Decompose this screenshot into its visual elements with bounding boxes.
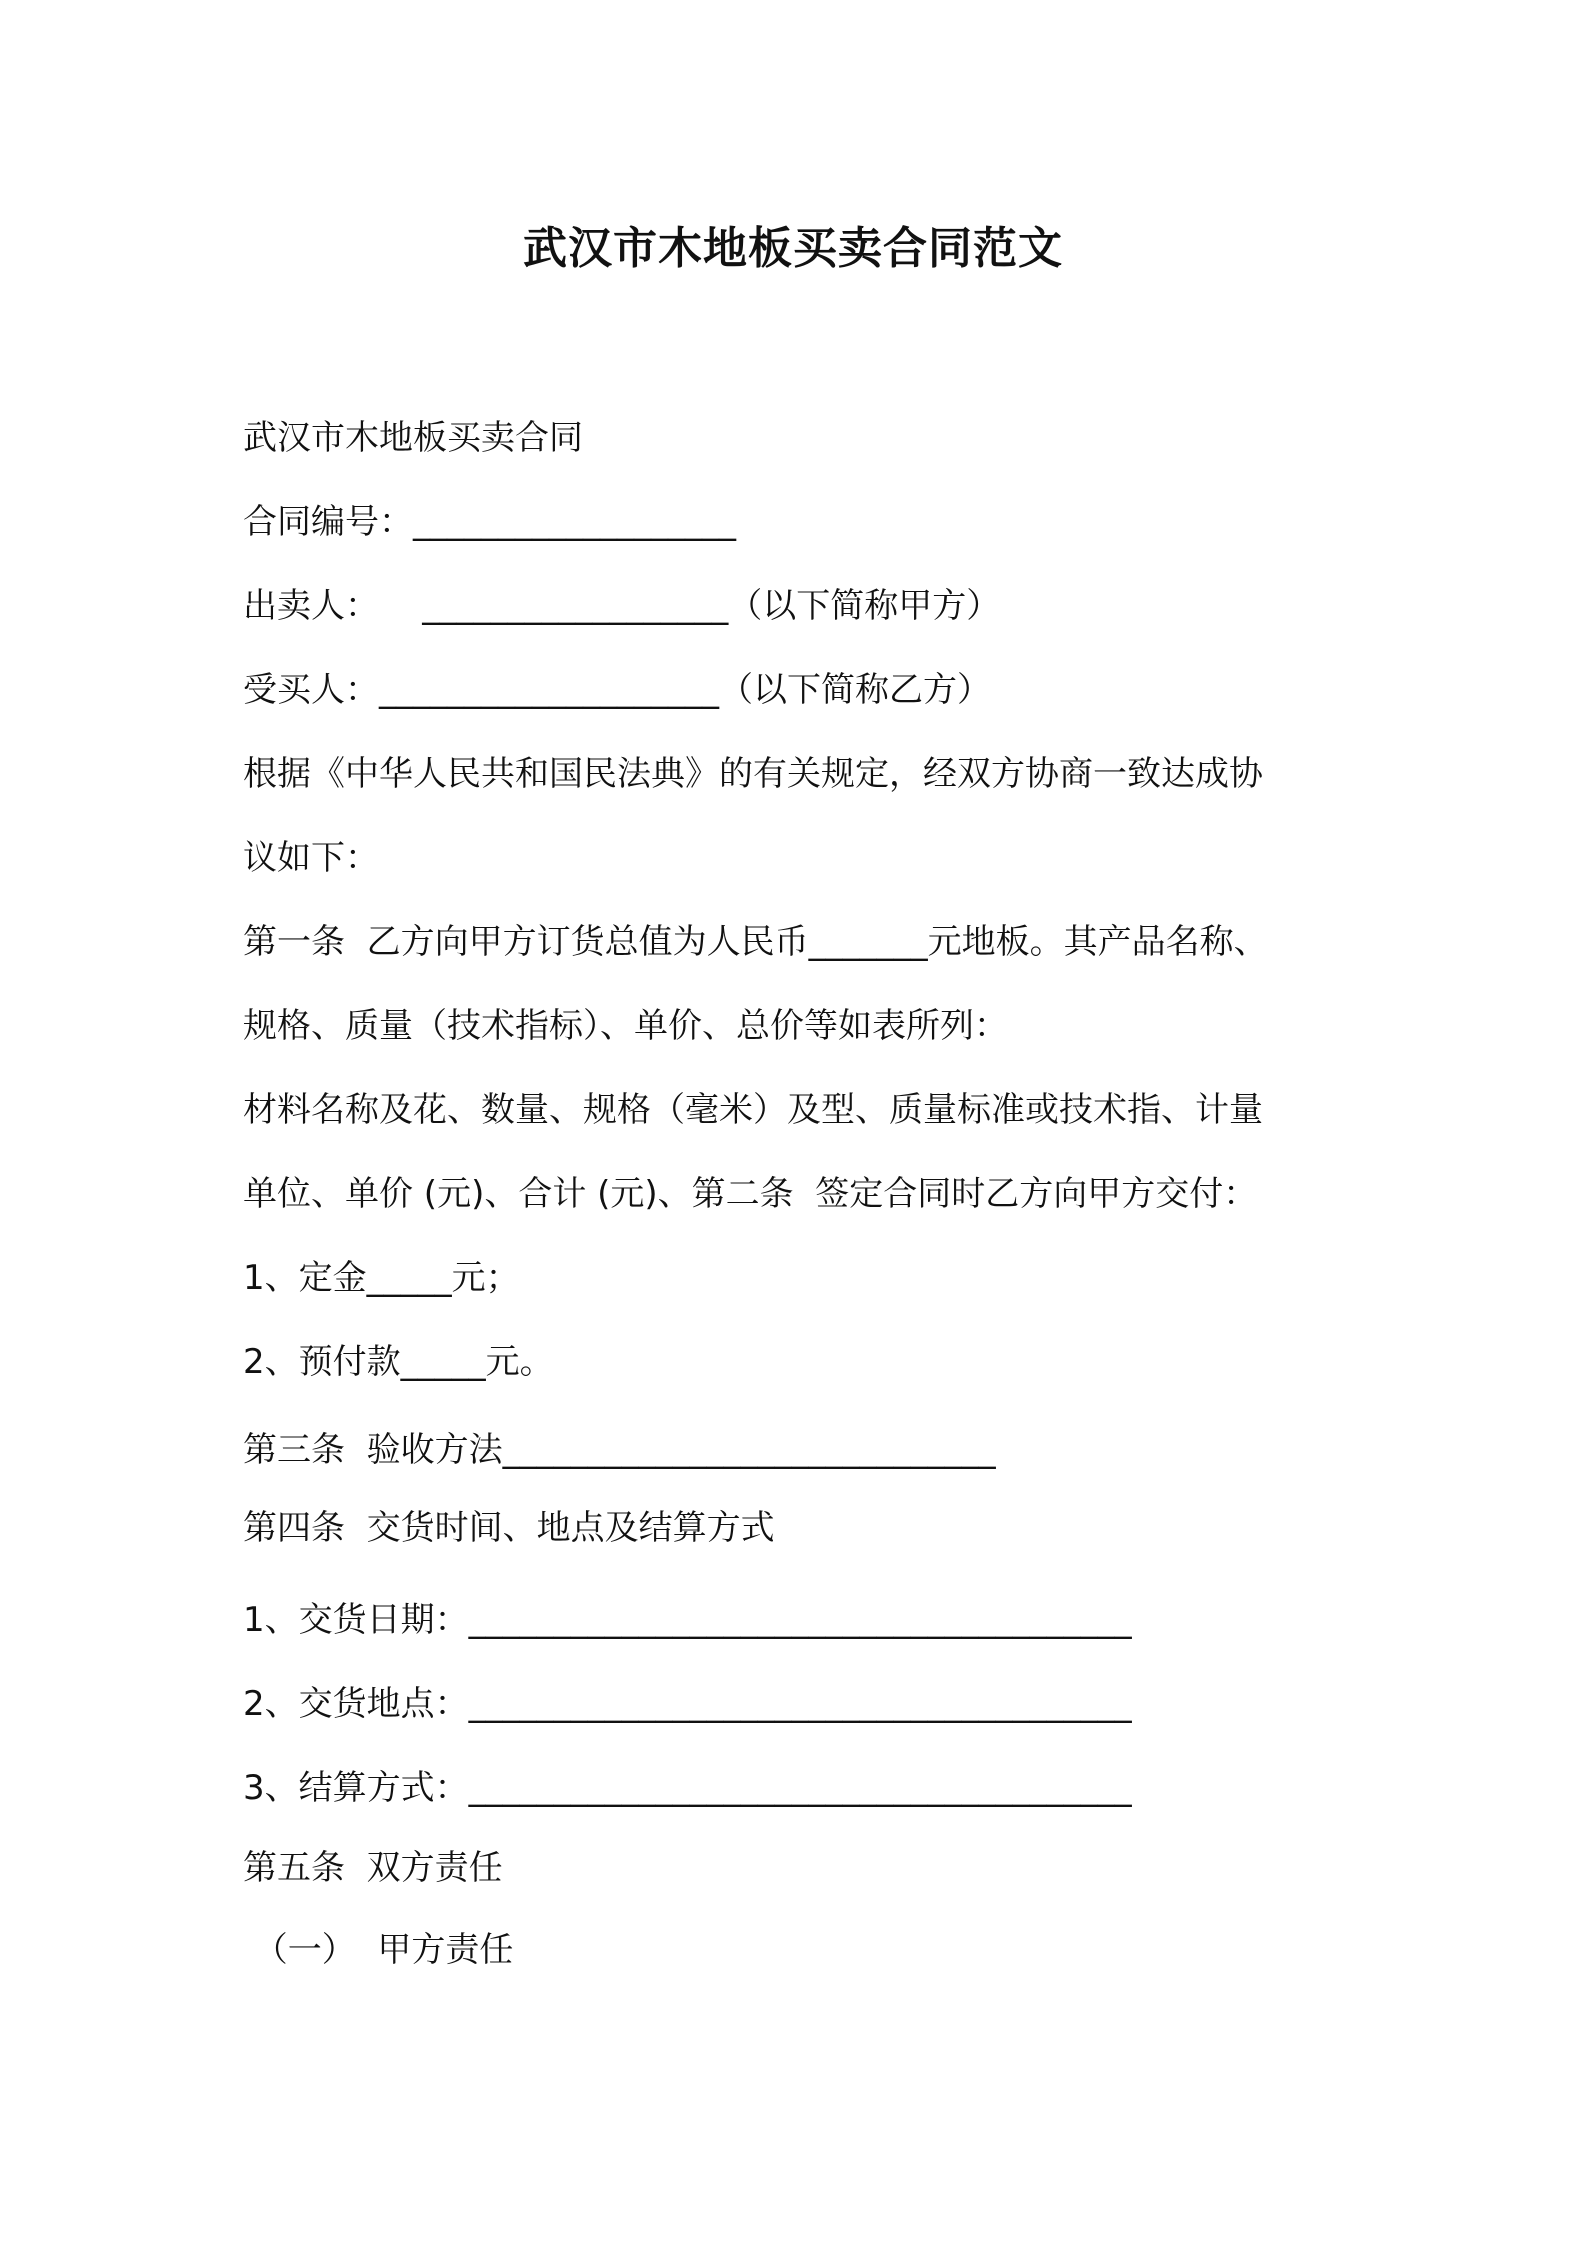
contract-number-line: 合同编号：___________________ xyxy=(243,502,736,542)
prepayment-line: 2、预付款_____元。 xyxy=(243,1342,554,1382)
article-1-line-2: 规格、质量（技术指标）、单价、总价等如表所列： xyxy=(243,1006,1008,1046)
party-a-duty-line: （一） 甲方责任 xyxy=(243,1930,514,1970)
seller-line: 出卖人： __________________（以下简称甲方） xyxy=(243,586,1001,626)
deposit-line: 1、定金_____元； xyxy=(243,1258,520,1298)
table-columns-line-2: 单位、单价 (元)、合计 (元)、第二条 签定合同时乙方向甲方交付： xyxy=(243,1174,1258,1214)
article-5-line: 第五条 双方责任 xyxy=(243,1848,503,1888)
document-title: 武汉市木地板买卖合同范文 xyxy=(523,223,1063,274)
delivery-date-line: 1、交货日期：_______________________________________ xyxy=(243,1600,1132,1640)
preamble-line-1: 根据《中华人民共和国民法典》的有关规定，经双方协商一致达成协 xyxy=(243,754,1263,794)
contract-heading: 武汉市木地板买卖合同 xyxy=(243,418,583,458)
buyer-line: 受买人：____________________（以下简称乙方） xyxy=(243,670,991,710)
article-4-line: 第四条 交货时间、地点及结算方式 xyxy=(243,1508,775,1548)
table-columns-line-1: 材料名称及花、数量、规格（毫米）及型、质量标准或技术指、计量 xyxy=(243,1090,1263,1130)
article-3-line: 第三条 验收方法_____________________________ xyxy=(243,1430,996,1470)
article-1-line-1: 第一条 乙方向甲方订货总值为人民币_______元地板。其产品名称、 xyxy=(243,922,1268,962)
settlement-line: 3、结算方式：_______________________________________ xyxy=(243,1768,1132,1808)
preamble-line-2: 议如下： xyxy=(243,838,379,878)
delivery-place-line: 2、交货地点：_______________________________________ xyxy=(243,1684,1132,1724)
